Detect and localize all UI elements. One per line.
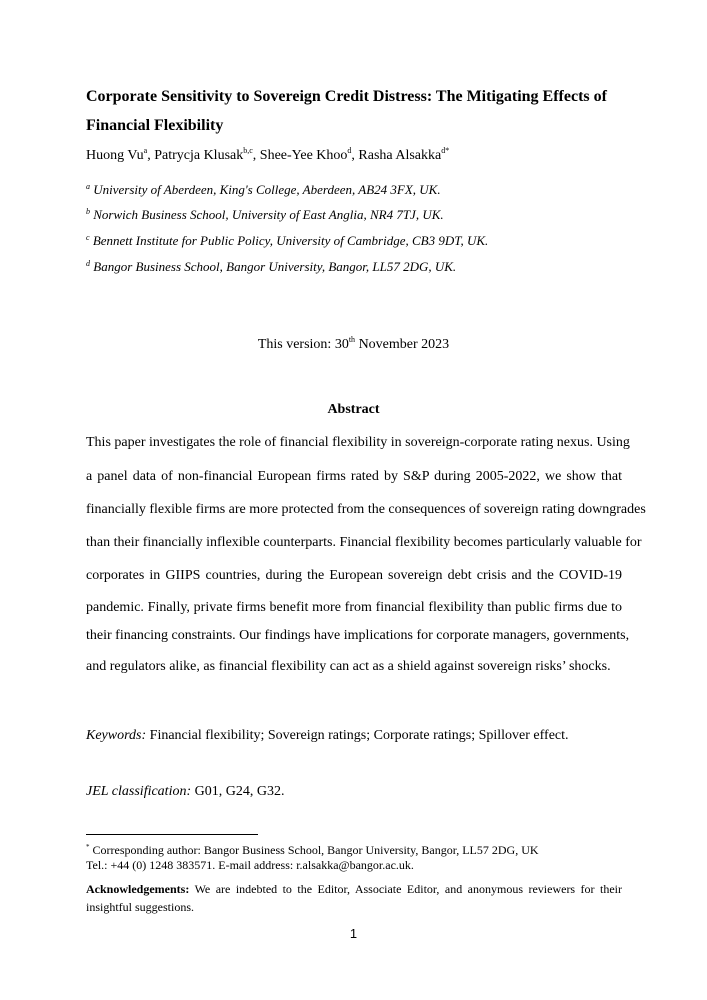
paper-title [86, 82, 626, 140]
keywords-label: Keywords: [86, 728, 147, 743]
author-name: Shee-Yee Khoo [259, 148, 348, 163]
author-separator: , [147, 148, 155, 163]
footnote-line-1 [86, 843, 539, 858]
version-ordinal: th [348, 335, 356, 344]
acknowledgements [86, 880, 622, 916]
author-affiliation-mark: b,c [243, 146, 253, 155]
abstract-line: This paper investigates the role of financial flexibility in sovereign-corporate rating nexus. Using [86, 435, 630, 450]
acknowledgements-line-1 [86, 880, 622, 898]
affiliation-mark: b [86, 207, 90, 216]
author-name: Rasha Alsakka [358, 148, 442, 163]
author-list [86, 148, 449, 164]
author-affiliation-mark: d [347, 146, 352, 155]
version-suffix: November 2023 [355, 337, 450, 352]
author-name: Huong Vu [86, 148, 144, 163]
acknowledgements-line-2: insightful suggestions. [86, 900, 195, 914]
abstract-line: corporates in GIIPS countries, during the European sovereign debt crisis and the COVID-19 [86, 568, 622, 583]
author-separator: , [252, 148, 260, 163]
affiliation-text: Bangor Business School, Bangor University, Bangor, LL57 2DG, UK. [90, 259, 457, 274]
author-affiliation-mark: a [143, 146, 148, 155]
footnote-divider [86, 834, 258, 835]
abstract-line: financially flexible firms are more protected from the consequences of sovereign rating downgrades [86, 502, 646, 517]
author-affiliation-mark: d* [441, 146, 450, 155]
paper-title-line-1: Corporate Sensitivity to Sovereign Credit Distress: The Mitigating Effects of [86, 88, 607, 105]
affiliation-mark: c [86, 233, 90, 242]
footnote-text: Corresponding author: Bangor Business School, Bangor University, Bangor, LL57 2DG, UK [89, 843, 539, 857]
paper-title-line-2: Financial Flexibility [86, 117, 224, 134]
keywords [86, 728, 569, 744]
page-number: 1 [349, 926, 358, 941]
jel-codes: G01, G24, G32. [191, 784, 285, 799]
abstract-line: pandemic. Finally, private firms benefit more from financial flexibility than public firms due to [86, 600, 622, 615]
author-separator: , [351, 148, 359, 163]
jel-label: JEL classification: [86, 784, 192, 799]
affiliation-text: University of Aberdeen, King's College, Aberdeen, AB24 3FX, UK. [90, 182, 441, 197]
affiliation-text: Bennett Institute for Public Policy, University of Cambridge, CB3 9DT, UK. [89, 233, 489, 248]
abstract-line: a panel data of non-financial European firms rated by S&P during 2005-2022, we show that [86, 469, 622, 484]
abstract-line: and regulators alike, as financial flexibility can act as a shield against sovereign risks’ shocks. [86, 659, 611, 674]
version-date [0, 337, 707, 353]
affiliation-text: Norwich Business School, University of East Anglia, NR4 7TJ, UK. [90, 207, 444, 222]
footnote-line-2: Tel.: +44 (0) 1248 383571. E-mail address: r.alsakka@bangor.ac.uk. [86, 858, 414, 872]
affiliation [86, 233, 488, 249]
abstract-line: their financing constraints. Our findings have implications for corporate managers, governments, [86, 628, 630, 643]
affiliation-mark: a [86, 182, 90, 191]
affiliation [86, 259, 456, 275]
jel-classification [86, 784, 284, 800]
footnote-mark: * [86, 843, 90, 851]
abstract-heading: Abstract [327, 402, 380, 417]
author-name: Patrycja Klusak [154, 148, 244, 163]
affiliation-mark: d [86, 259, 90, 268]
version-prefix: This version: 30 [257, 337, 349, 352]
acknowledgements-label: Acknowledgements: [86, 882, 190, 896]
keywords-text: Financial flexibility; Sovereign ratings; Corporate ratings; Spillover effect. [146, 728, 569, 743]
affiliation [86, 207, 444, 223]
affiliation [86, 182, 441, 198]
abstract-line: than their financially inflexible counterparts. Financial flexibility becomes particularly valuable for [86, 535, 642, 550]
acknowledgements-text: We are indebted to the Editor, Associate Editor, and anonymous reviewers for their [189, 882, 622, 896]
